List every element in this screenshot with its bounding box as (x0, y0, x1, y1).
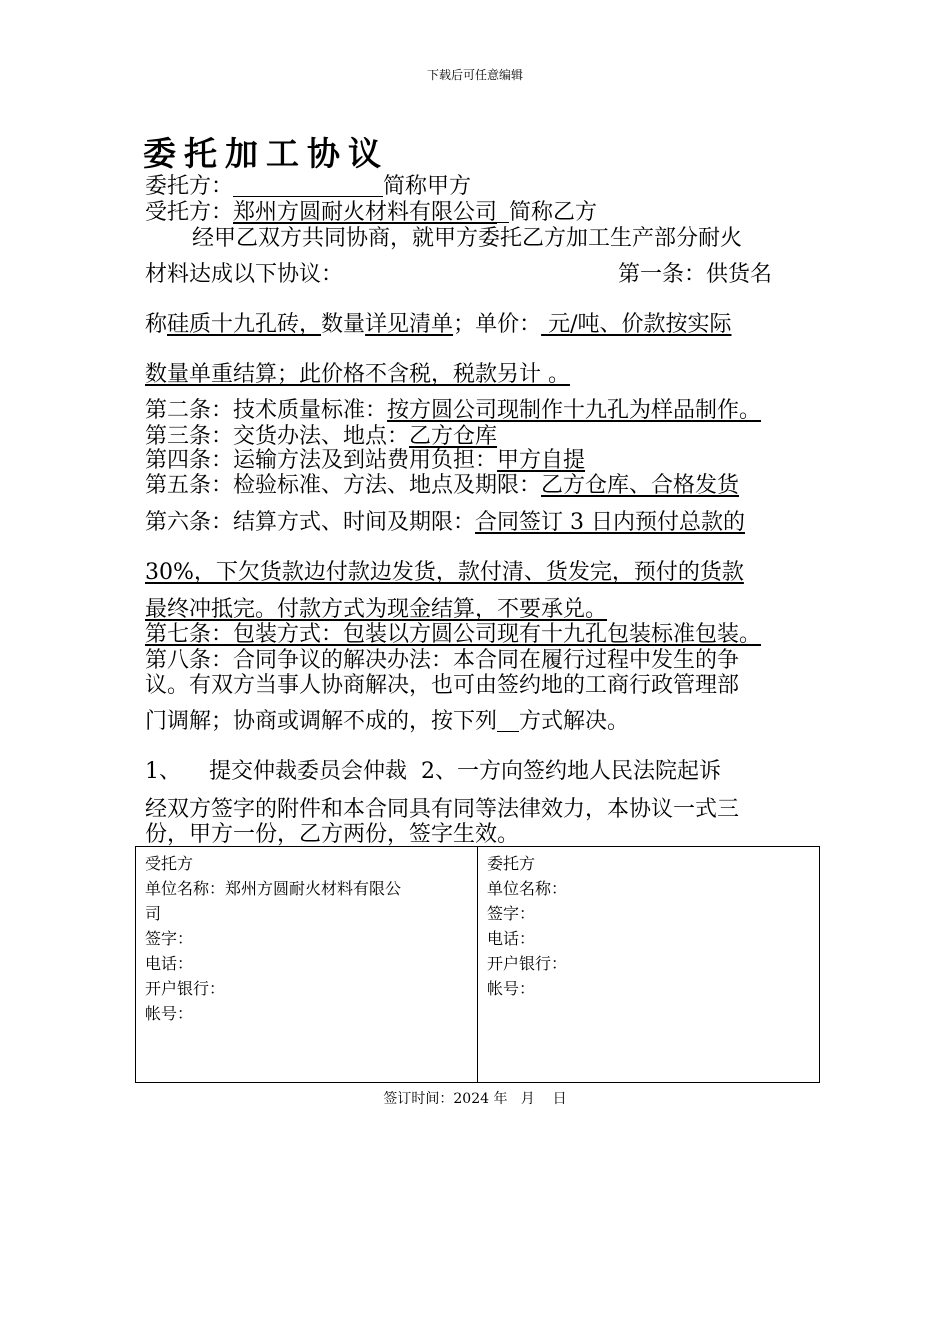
principal-phone: 电话： (487, 929, 536, 948)
text: 称 (145, 312, 168, 337)
principal-party: 委托方 (487, 854, 536, 873)
contractor-party: 受托方 (145, 854, 194, 873)
price-value: 元/吨、价款按实际 (541, 312, 732, 337)
intro-line-2: 材料达成以下协议： (145, 262, 344, 287)
closing-line-1: 经双方签字的附件和本合同具有同等法律效力，本协议一式三 (145, 797, 740, 822)
contractor-phone: 电话： (145, 954, 194, 973)
contractor-label: 受托方： (145, 200, 234, 225)
article-4-value: 甲方自提 (497, 448, 586, 473)
article-6-cont-2 (145, 597, 607, 623)
article-6-text-2: 最终冲抵完。付款方式为现金结算，不要承兑。 (145, 597, 608, 622)
principal-blank (233, 174, 383, 197)
contractor-unit-name-cont: 司 (145, 904, 162, 923)
signing-date: 签订时间：2024 年 月 日 (383, 1091, 567, 1107)
contractor-unit-name: 单位名称：郑州方圆耐火材料有限公 (145, 879, 402, 898)
article-5-label: 第五条：检验标准、方法、地点及期限： (145, 473, 542, 498)
contractor-signature-block (145, 851, 470, 1026)
principal-suffix: 简称甲方 (383, 174, 472, 199)
principal-line (145, 174, 471, 200)
intro-line: 经甲乙双方共同协商，就甲方委托乙方加工生产部分耐火 (192, 226, 743, 251)
article-1-body (145, 312, 731, 338)
settlement-text: 数量单重结算；此价格不含税，税款另计 。 (145, 362, 570, 387)
article-6-text-1: 30%，下欠货款边付款边发货，款付清、货发完，预付的货款 (145, 560, 744, 585)
principal-unit-name: 单位名称： (487, 879, 568, 898)
article-6-value: 合同签订 3 日内预付总款的 (475, 510, 745, 535)
contractor-suffix: 简称乙方 (509, 200, 598, 225)
principal-label: 委托方： (145, 174, 234, 199)
article-2 (145, 398, 761, 424)
article-7-text: 第七条：包装方式：包装以方圆公司现有十九孔包装标准包装。 (145, 622, 762, 647)
document-title: 委托加工协议 (143, 134, 389, 173)
quantity-value: 详见清单 (365, 312, 454, 337)
principal-bank: 开户银行： (487, 954, 568, 973)
article-1-end (145, 362, 570, 388)
contractor-bank: 开户银行： (145, 979, 226, 998)
text: 门调解；协商或调解不成的，按下列 (145, 709, 498, 734)
article-8-cont-2 (145, 709, 629, 735)
principal-account: 帐号： (487, 979, 536, 998)
principal-signature-block (487, 851, 807, 1001)
contractor-line (145, 200, 597, 226)
article-3-value: 乙方仓库 (409, 424, 498, 449)
principal-sign: 签字： (487, 904, 536, 923)
contractor-name: 郑州方圆耐火材料有限公司 (233, 200, 498, 225)
text: ；单价： (453, 312, 542, 337)
article-6-cont-1 (145, 560, 744, 586)
article-3 (145, 424, 497, 450)
article-8-cont-1: 议。有双方当事人协商解决，也可由签约地的工商行政管理部 (145, 673, 740, 698)
article-5-value: 乙方仓库、合格发货 (541, 473, 740, 498)
article-4-label: 第四条：运输方法及到站费用负担： (145, 448, 498, 473)
article-2-value: 按方圆公司现制作十九孔为样品制作。 (387, 398, 762, 423)
article-6 (145, 510, 745, 536)
article-8: 第八条：合同争议的解决办法：本合同在履行过程中发生的争 (145, 648, 740, 673)
signature-table (135, 846, 820, 1083)
contractor-sign: 签字： (145, 929, 194, 948)
article-1-start: 第一条：供货名 (618, 262, 773, 287)
article-3-label: 第三条：交货办法、地点： (145, 424, 410, 449)
product-name: 硅质十九孔砖， (167, 312, 322, 337)
text: 数量 (321, 312, 366, 337)
article-7 (145, 622, 761, 648)
dispute-blank (497, 709, 519, 732)
article-6-label: 第六条：结算方式、时间及期限： (145, 510, 476, 535)
page-header: 下载后可任意编辑 (426, 68, 523, 82)
contractor-blank (497, 200, 509, 223)
table-divider (477, 847, 478, 1082)
article-5 (145, 473, 739, 499)
contractor-account: 帐号： (145, 1004, 194, 1023)
text: 方式解决。 (519, 709, 630, 734)
article-4 (145, 448, 585, 474)
article-2-label: 第二条：技术质量标准： (145, 398, 388, 423)
closing-line-2: 份，甲方一份，乙方两份，签字生效。 (145, 822, 520, 847)
dispute-options: 1、 提交仲裁委员会仲裁 2、一方向签约地人民法院起诉 (145, 759, 721, 784)
